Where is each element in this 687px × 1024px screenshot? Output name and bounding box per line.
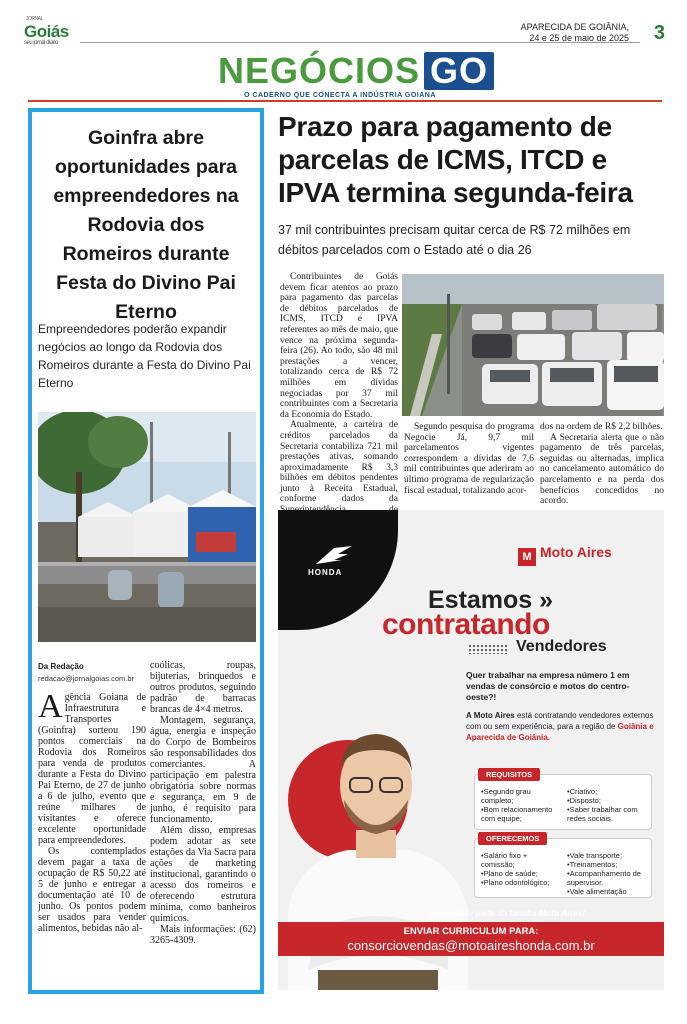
logo-top-text: JORNAL <box>26 16 43 22</box>
moto-aires-logo <box>518 544 612 566</box>
moto-aires-m-icon: M <box>518 548 536 566</box>
paragraph: Atualmente, a carteira de créditos parcelados da Secretaria contabiliza 721 mil prestações ativas, somando aproximadamente R$ 3,3 bilhões em débitos pendentes junto à Receita Estadual, conforme dados da <box>280 420 398 505</box>
ad-question: Quer trabalhar na empresa número 1 em vendas de consórcio e motos do centro-oeste?! <box>466 670 630 702</box>
moto-aires-ad[interactable] <box>278 510 664 990</box>
list-item: • Criativo; <box>567 787 651 796</box>
list-item: • Vale transporte; <box>567 851 651 860</box>
section-tagline: O CADERNO QUE CONECTA A INDÚSTRIA GOIANA <box>244 92 436 99</box>
traffic-photo <box>402 274 664 416</box>
section-word: NEGÓCIOS <box>218 50 421 91</box>
requirements-right-list <box>567 787 651 823</box>
left-article-column-1 <box>38 688 146 934</box>
main-article-column-2 <box>404 422 534 496</box>
dropcap: A <box>38 688 63 725</box>
ad-dots-pattern <box>468 644 508 654</box>
section-rule <box>28 100 662 102</box>
ad-intro-region: Goiânia e Aparecida de Goiânia. <box>466 722 654 742</box>
offers-left-list <box>481 851 561 887</box>
list-item: • Acompanhamento de supervisor. <box>567 869 651 887</box>
section-brand <box>218 52 494 90</box>
ad-vendedores: Vendedores <box>516 638 607 655</box>
newspaper-logo[interactable] <box>24 16 69 46</box>
logo-text: Goiás <box>24 22 69 41</box>
left-article-subtitle: Empreendedores poderão expandir negócios ao longo da Rodovia dos Romeiros durante a Festa do Divino Pai Eterno <box>38 322 251 390</box>
left-article-email[interactable]: redacao@jornalgoias.com.br <box>38 674 134 683</box>
issue-date: 24 e 25 de maio de 2025 <box>529 33 629 43</box>
ad-estamos: Estamos » <box>428 586 554 614</box>
paragraph: A Secretaria alerta que o não pagamento de três parcelas, seguidas ou alternadas, implica no cancelamento automático do parcelamento e na perda dos benefícios concedidos no acordo. <box>540 432 664 507</box>
paragraph: Montagem, segurança, água, energia e inspeção do Corpo de Bombeiros são responsabilidades dos comerciantes. A participação em palestra obrigatória sobre normas e segurança, em 9 de junho, é requisito para funcionamento. <box>150 715 256 825</box>
logo-tagline: seu jornal diário <box>24 40 58 46</box>
left-article-title[interactable]: Goinfra abre oportunidades para empreendedores na Rodovia dos Romeiros durante Festa do Divino Pai Eterno <box>53 127 239 323</box>
ad-cta: ENVIAR CURRICULUM PARA: <box>403 926 539 937</box>
festival-photo-image <box>38 412 256 642</box>
list-item: • Plano odontológico; <box>481 878 561 887</box>
offers-label: OFERECEMOS <box>478 832 547 845</box>
masthead <box>0 0 687 100</box>
honda-wing-icon <box>314 544 354 566</box>
list-item: • Vale alimentação <box>567 887 651 896</box>
left-article-column-2 <box>150 660 256 946</box>
paragraph: Os contemplados devem pagar a taxa de ocupação de R$ 50,22 até 5 de junho e entregar a documentação até 10 de junho. Os pontos podem ser usados para vender alimentos, bebidas não al- <box>38 846 146 934</box>
ad-intro-brand: A Moto Aires <box>466 711 515 720</box>
list-item: • Salário fixo + comissão; <box>481 851 561 869</box>
ad-family-line <box>428 908 585 918</box>
paragraph: Além disso, empresas podem adotar as sete estações da Via Sacra para ações de marketing institucional, garantindo o acesso dos romeiros e oferecendo estrutura mínima, como banheiros químicos. <box>150 825 256 924</box>
main-deck: 37 mil contribuintes precisam quitar cerca de R$ 72 milhões em débitos parcelados com o Estado até o dia 26 <box>278 223 631 257</box>
left-article-byline: Da Redação <box>38 662 84 671</box>
moto-aires-brand: Moto Aires <box>540 544 612 560</box>
requirements-box <box>474 774 652 830</box>
left-article-box <box>28 108 264 994</box>
requirements-label: REQUISITOS <box>478 768 540 781</box>
traffic-photo-image <box>402 274 664 416</box>
ad-contratando: contratando <box>382 608 550 641</box>
paragraph: coólicas, roupas, bijuterias, brinquedos e outros produtos, seguindo padrão de barracas brancas de 4×4 metros. <box>150 660 256 715</box>
ad-family-text: Venha fazer parte da <box>428 908 510 918</box>
main-article-column-3 <box>540 422 664 507</box>
ad-email-link[interactable]: consorciovendas@motoaireshonda.com.br <box>347 938 595 953</box>
honda-logo-text: HONDA <box>308 568 343 577</box>
list-item: • Plano de saúde; <box>481 869 561 878</box>
list-item: • Segundo grau completo; <box>481 787 561 805</box>
list-item: • Disposto; <box>567 796 651 805</box>
ad-intro <box>466 710 656 743</box>
offers-box <box>474 838 652 898</box>
list-item: • Treinamentos; <box>567 860 651 869</box>
offers-right-list <box>567 851 651 896</box>
main-article-column-1 <box>280 272 398 537</box>
paragraph: Segundo pesquisa do programa Negocie Já, 9,7 mil parcelamentos vigentes correspondem a dívidas de 7,6 mil contribuintes que aderiram ao último programa de regularização fiscal estadual, totalizando acor- <box>404 422 534 496</box>
requirements-left-list <box>481 787 561 823</box>
paragraph: Contribuintes de Goiás devem ficar atentos ao prazo para pagamento das parcelas de débitos parcelados de ICMS, ITCD e IPVA referentes ao mês de maio, que vence na próxima segunda-feira (26). Ao todo, são 48 mil prestações a vencer, totalizando cerca de R$ 72 milhões em dívidas negociadas por 37 mil contribuintes com a Secretaria da Economia do Estado. <box>280 272 398 420</box>
list-item: • Saber trabalhar com redes sociais. <box>567 805 651 823</box>
ad-intro-text: está contratando vendedores externos com ou sem experiência, para a região de <box>466 711 654 731</box>
ad-family-brand: família Moto Aires! <box>509 908 586 918</box>
paragraph: Mais informações: (62) 3265-4309. <box>150 924 256 946</box>
issue-info <box>521 22 629 44</box>
paragraph: gência Goiana de Infraestrutura e Transportes (Goinfra) sorteou 190 pontos comerciais na Rodovia dos Romeiros para venda de produtos durante a Festa do Divino Pai Eterno, de 27 de junho a 6 de julho, evento que reúne milhares de visitantes e oferece excelente oportunidade para empreendedores. <box>38 692 146 846</box>
list-item: • Bom relacionamento com equipe; <box>481 805 561 823</box>
festival-tents-photo <box>38 412 256 642</box>
section-go-badge: GO <box>424 52 494 90</box>
page-number: 3 <box>653 22 665 44</box>
issue-city: APARECIDA DE GOIÂNIA, <box>520 22 629 32</box>
main-headline[interactable]: Prazo para pagamento de parcelas de ICMS, ITCD e IPVA termina segunda-feira <box>278 111 633 208</box>
paragraph: dos na ordem de R$ 2,2 bilhões. <box>540 422 663 432</box>
